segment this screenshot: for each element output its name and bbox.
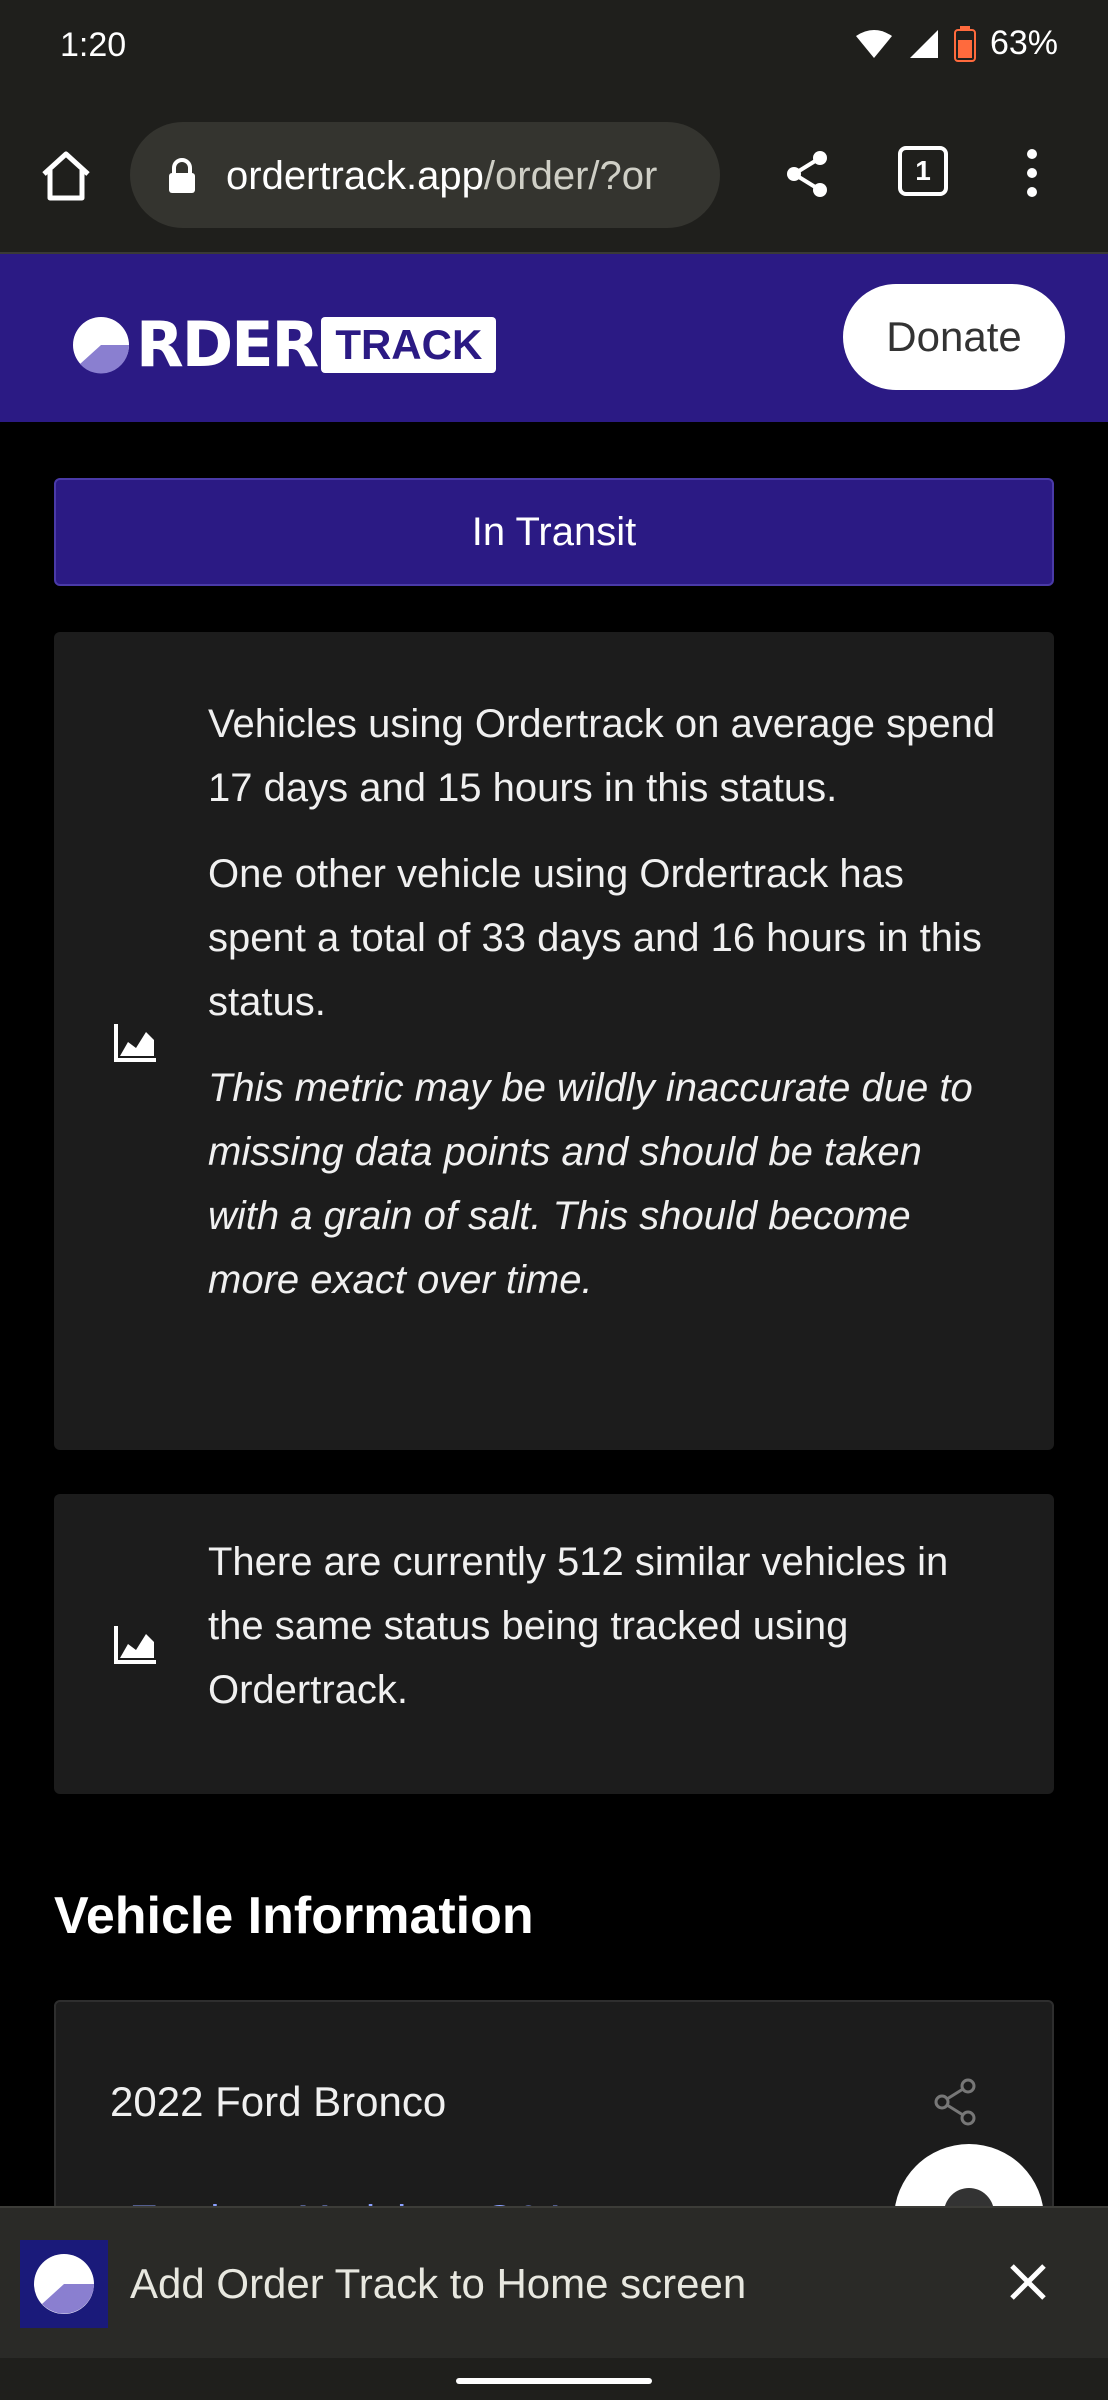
signal-icon: [908, 28, 940, 60]
other-vehicle-text: One other vehicle using Ordertrack has spent a total of 33 days and 16 hours in this status.: [208, 852, 982, 1024]
url-text: [226, 154, 657, 199]
banner-text: Add Order Track to Home screen: [130, 2260, 747, 2307]
share-icon[interactable]: [932, 2078, 980, 2126]
url-bar[interactable]: [130, 122, 720, 228]
home-icon[interactable]: [36, 146, 96, 206]
status-bar: [0, 0, 1108, 100]
system-nav-bar: [0, 2358, 1108, 2400]
vehicle-name: 2022 Ford Bronco: [110, 2078, 447, 2125]
app-icon: [20, 2240, 108, 2328]
tab-switcher-button[interactable]: 1: [898, 146, 948, 196]
menu-icon[interactable]: [1020, 148, 1044, 198]
home-gesture-handle[interactable]: [456, 2378, 652, 2384]
status-time: 1:20: [60, 26, 127, 64]
chart-icon: [114, 1624, 158, 1664]
lock-icon: [166, 158, 198, 194]
chart-icon: [114, 1022, 158, 1062]
avg-duration-text: Vehicles using Ordertrack on average spend 17 days and 15 hours in this status.: [208, 702, 996, 810]
share-icon[interactable]: [780, 146, 836, 202]
battery-percent: 63%: [989, 24, 1058, 62]
section-title: Vehicle Information: [54, 1887, 534, 1945]
logo-badge: TRACK: [321, 317, 496, 373]
similar-vehicles-card: [54, 1494, 1054, 1794]
ordertrack-logo[interactable]: [72, 308, 496, 381]
disclaimer-text: This metric may be wildly inaccurate due to missing data points and should be taken with a grain of salt. This should become more exact over time.: [208, 1066, 973, 1302]
similar-vehicles-text: There are currently 512 similar vehicles in the same status being tracked using Ordertrack.: [208, 1540, 949, 1712]
donate-button[interactable]: Donate: [843, 284, 1065, 390]
url-path: /order/?or: [483, 154, 658, 198]
status-icons: [854, 24, 1058, 63]
close-icon[interactable]: [1004, 2258, 1052, 2306]
logo-word: RDER: [136, 308, 318, 381]
battery-icon: [954, 26, 976, 62]
install-banner[interactable]: [0, 2206, 1108, 2360]
status-badge: In Transit: [54, 478, 1054, 586]
site-header: [0, 254, 1108, 422]
status-duration-card: [54, 632, 1054, 1450]
wifi-icon: [854, 28, 894, 60]
url-host: ordertrack.app: [226, 154, 484, 198]
logo-mark-icon: [72, 316, 130, 374]
browser-toolbar: [0, 100, 1108, 254]
